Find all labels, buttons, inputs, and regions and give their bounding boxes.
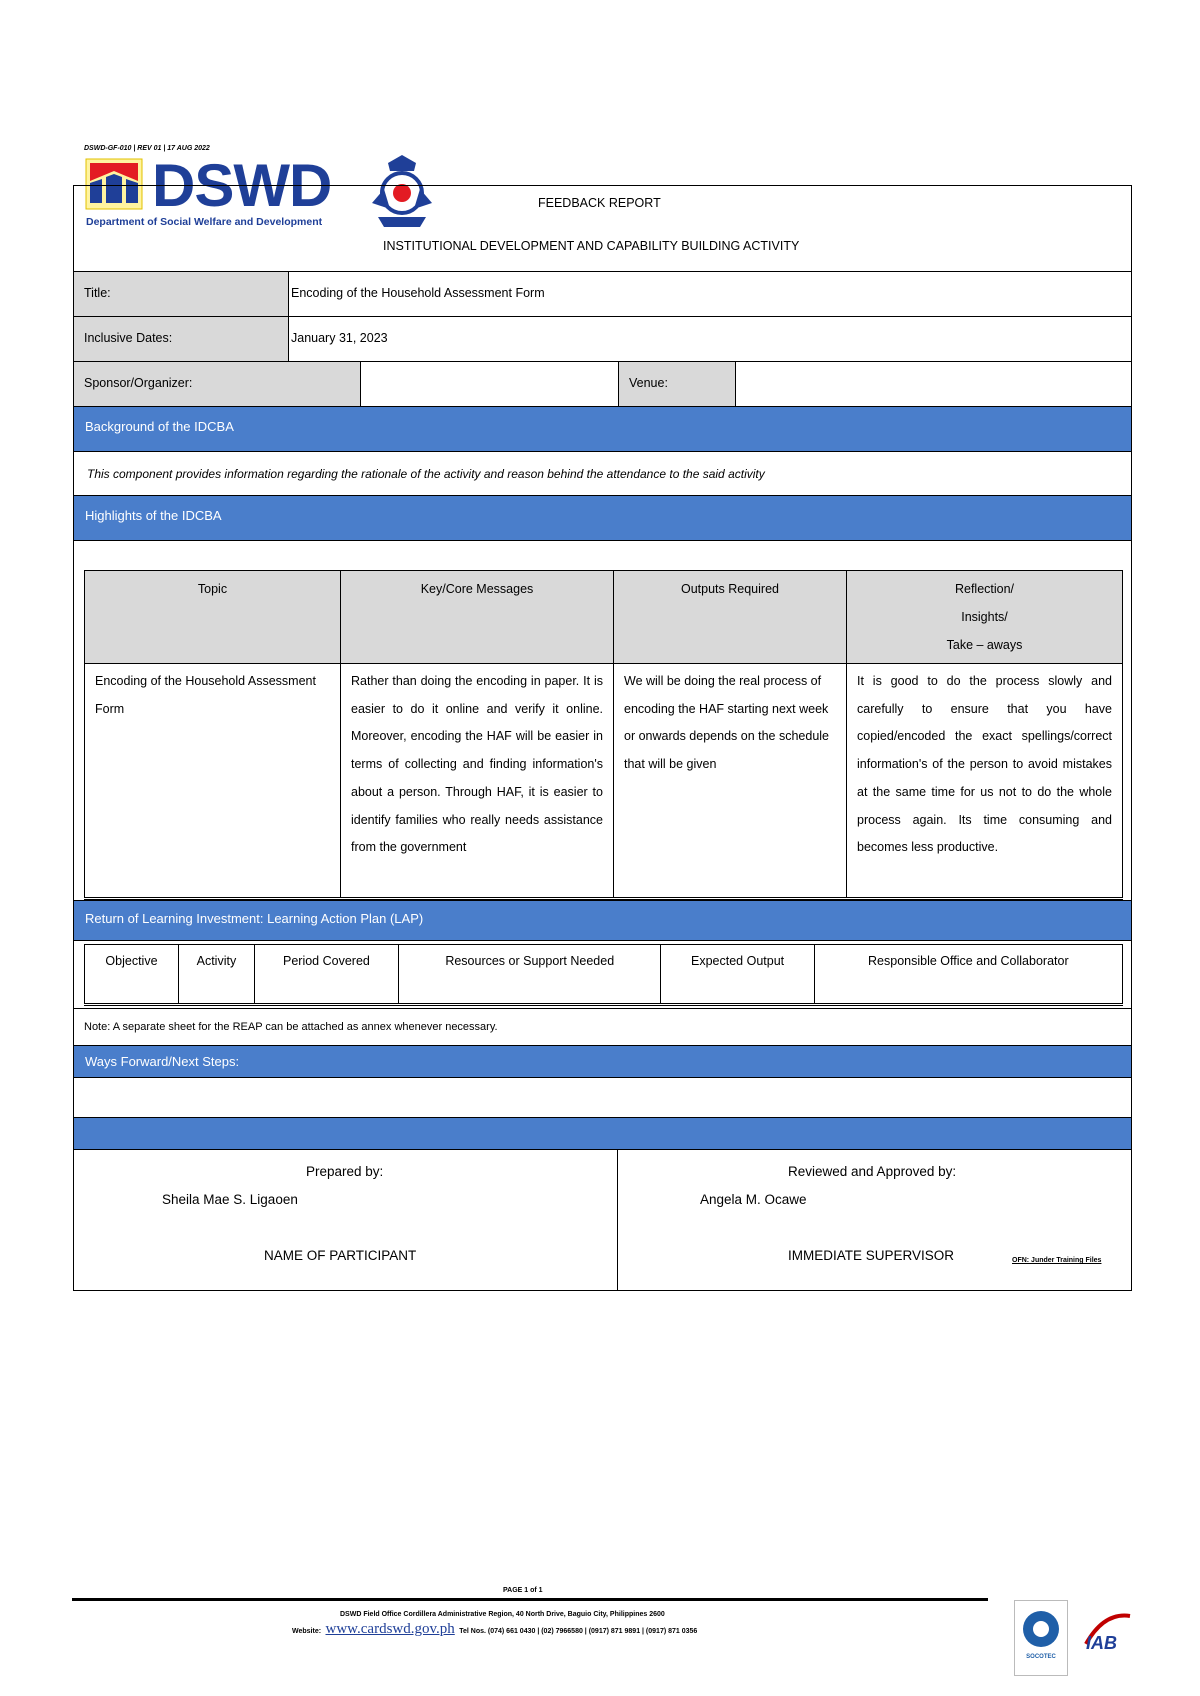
- ofn-reference: OFN: Junder Training Files: [1012, 1257, 1102, 1264]
- lap-col-output: Expected Output: [661, 945, 814, 1005]
- venue-value: [736, 362, 1131, 406]
- col-outputs: Outputs Required: [614, 571, 847, 664]
- dswd-wordmark: DSWD: [152, 152, 332, 219]
- iab-label: IAB: [1086, 1633, 1117, 1653]
- ways-forward-heading: Ways Forward/Next Steps:: [73, 1046, 1132, 1078]
- background-row: [73, 452, 1132, 496]
- signature-row: [73, 1150, 1132, 1291]
- sponsor-label: Sponsor/Organizer:: [74, 362, 361, 406]
- reviewed-label: Reviewed and Approved by:: [788, 1164, 957, 1179]
- socotec-cert-logo: [1014, 1600, 1068, 1676]
- title-value: Encoding of the Household Assessment Form: [291, 286, 545, 300]
- outputs-cell: We will be doing the real process of encoding the HAF starting next week or onwards depends on the schedule that will be given: [614, 664, 847, 899]
- footer-address: DSWD Field Office Cordillera Administrative Region, 40 North Drive, Baguio City, Philippines 2600: [340, 1611, 665, 1618]
- topic-cell: Encoding of the Household Assessment Form: [85, 664, 341, 899]
- reviewed-role: IMMEDIATE SUPERVISOR: [788, 1248, 955, 1263]
- ways-forward-body: [73, 1078, 1132, 1118]
- socotec-icon: [1021, 1609, 1061, 1649]
- form-title: FEEDBACK REPORT: [538, 196, 661, 210]
- lap-col-responsible: Responsible Office and Collaborator: [814, 945, 1122, 1005]
- lap-col-period: Period Covered: [254, 945, 398, 1005]
- prepared-label: Prepared by:: [306, 1164, 384, 1179]
- blank-blue-band: [73, 1118, 1132, 1150]
- lap-col-resources: Resources or Support Needed: [399, 945, 661, 1005]
- reviewed-block: [618, 1150, 1131, 1290]
- title-label: Title:: [74, 272, 289, 316]
- phone-numbers: Tel Nos. (074) 661 0430 | (02) 7966580 | (0917) 871 9891 | (0917) 871 0356: [459, 1628, 698, 1635]
- highlights-heading: Highlights of the IDCBA: [73, 496, 1132, 541]
- venue-label: Venue:: [619, 362, 736, 406]
- form-subtitle: INSTITUTIONAL DEVELOPMENT AND CAPABILITY BUILDING ACTIVITY: [383, 239, 800, 253]
- title-row: [73, 272, 1132, 317]
- dates-label: Inclusive Dates:: [74, 317, 289, 361]
- website-link[interactable]: www.cardswd.gov.ph: [325, 1621, 455, 1637]
- background-heading: Background of the IDCBA: [73, 407, 1132, 452]
- form-header: [73, 185, 1132, 272]
- sponsor-venue-row: [73, 362, 1132, 407]
- dates-row: [73, 317, 1132, 362]
- footer-divider: [72, 1598, 988, 1601]
- col-messages: Key/Core Messages: [341, 571, 614, 664]
- lap-note: Note: A separate sheet for the REAP can be attached as annex whenever necessary.: [84, 1021, 498, 1033]
- messages-cell: Rather than doing the encoding in paper. It is easier to do it online and verify it online. Moreover, encoding the HAF will be easier in terms of collecting and finding information's about a person. Through HAF, it is easier to identify families who really needs assistance from the government: [341, 664, 614, 899]
- website-label: Website:: [292, 1628, 322, 1635]
- table-row: [85, 664, 1123, 899]
- dswd-full-name: Department of Social Welfare and Development: [86, 216, 323, 228]
- background-text: This component provides information regarding the rationale of the activity and reason behind the attendance to the said activity: [87, 466, 765, 481]
- feedback-report-form: [73, 185, 1132, 1291]
- col-reflection: Reflection/ Insights/ Take – aways: [847, 571, 1123, 664]
- prepared-role: NAME OF PARTICIPANT: [264, 1248, 417, 1263]
- highlights-table: [84, 570, 1123, 900]
- lap-heading: Return of Learning Investment: Learning Action Plan (LAP): [73, 901, 1132, 941]
- page-number: PAGE 1 of 1: [503, 1587, 543, 1594]
- lap-table: [84, 944, 1123, 1006]
- reviewed-name: Angela M. Ocawe: [700, 1192, 807, 1207]
- footer-contacts: [292, 1620, 697, 1638]
- lap-col-activity: Activity: [178, 945, 254, 1005]
- prepared-name: Sheila Mae S. Ligaoen: [162, 1192, 298, 1207]
- highlights-section: [73, 541, 1132, 901]
- reflection-cell: It is good to do the process slowly and carefully to ensure that you have copied/encoded the exact spellings/correct information's of the person to avoid mistakes at the same time for us not to do the whole process again. Its time consuming and becomes less productive.: [847, 664, 1123, 899]
- dates-value: January 31, 2023: [291, 331, 388, 345]
- lap-note-row: [73, 1009, 1132, 1046]
- sponsor-value: [361, 362, 619, 406]
- lap-col-objective: Objective: [85, 945, 179, 1005]
- socotec-label: SOCOTEC: [1026, 1654, 1056, 1660]
- col-topic: Topic: [85, 571, 341, 664]
- prepared-block: [74, 1150, 618, 1290]
- lap-section: [73, 941, 1132, 1009]
- iab-cert-logo: [1076, 1608, 1132, 1674]
- document-code: DSWD-GF-010 | REV 01 | 17 AUG 2022: [84, 145, 210, 152]
